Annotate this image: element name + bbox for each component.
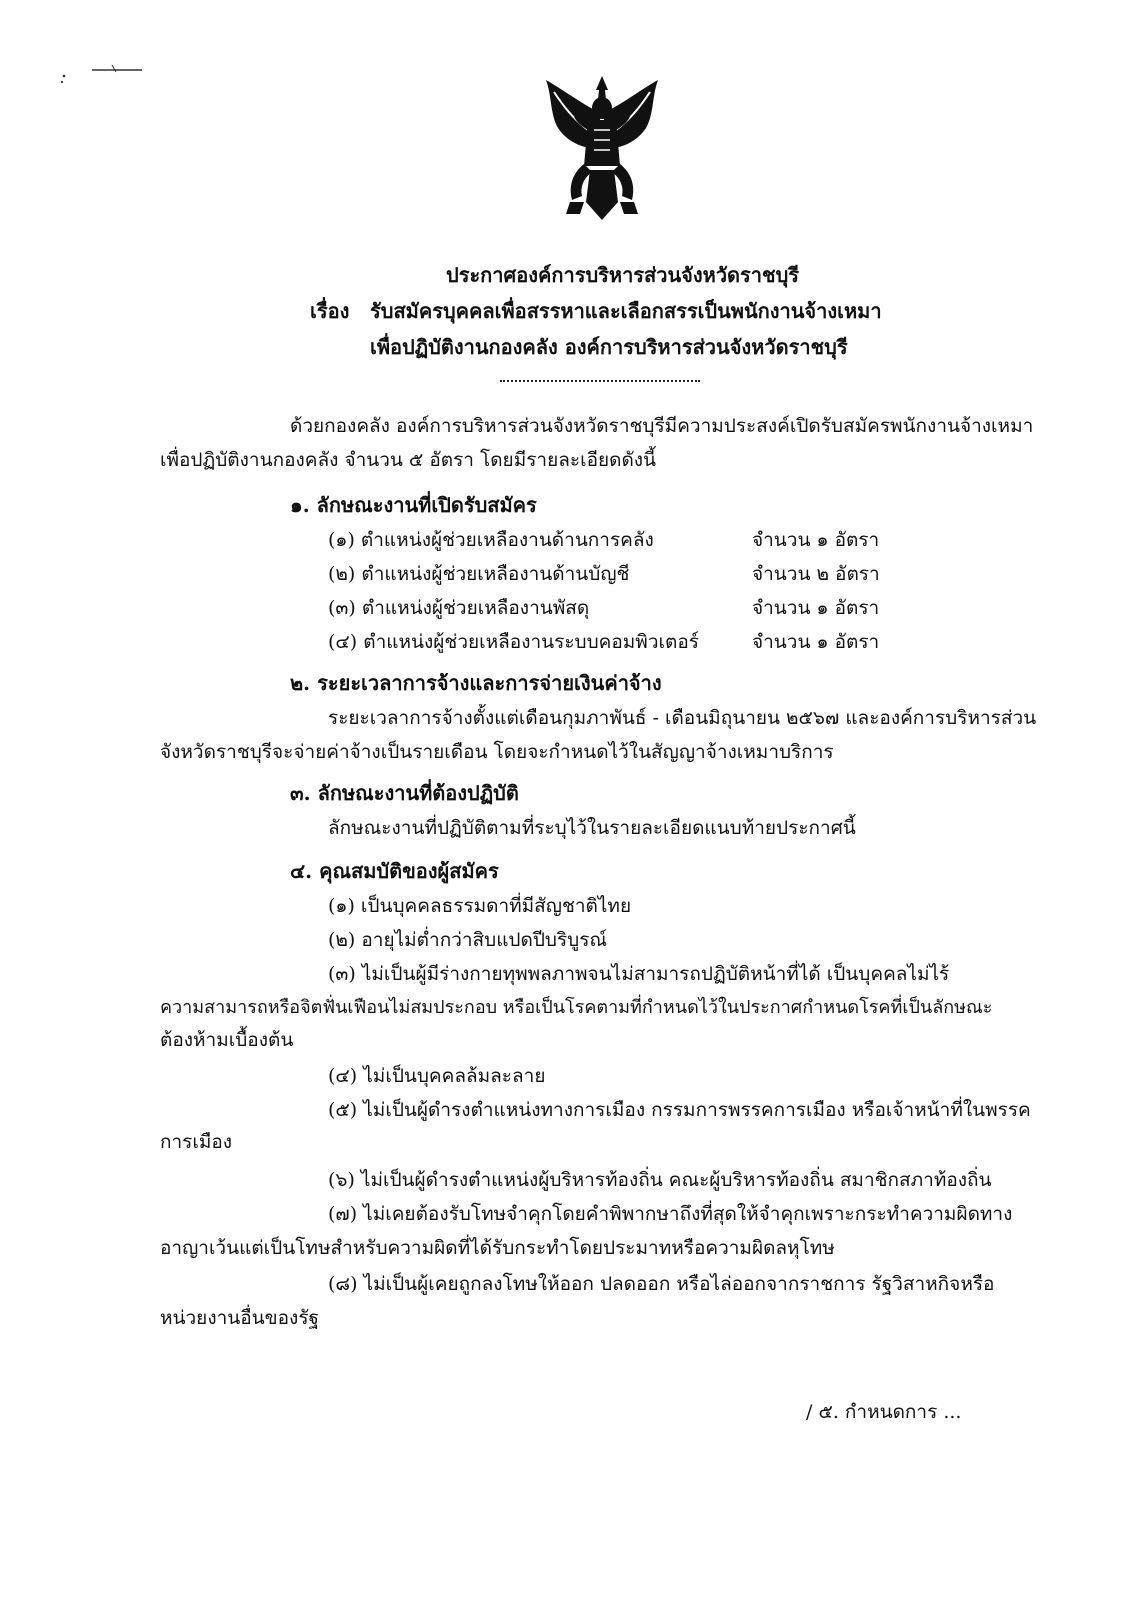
qualification-3-line-2: ความสามารถหรือจิตฟั่นเฟือนไม่สมประกอบ หรือเป็นโรคตามที่กำหนดไว้ในประกาศกำหนดโรคที่เป็นลักษณะ: [160, 997, 993, 1018]
qualification-8-line-2: หน่วยงานอื่นของรัฐ: [160, 1307, 320, 1329]
qualification-6: (๖) ไม่เป็นผู้ดำรงตำแหน่งผู้บริหารท้องถิ่น คณะผู้บริหารท้องถิ่น สมาชิกสภาท้องถิ่น: [328, 1169, 992, 1191]
section-2-heading: ๒. ระยะเวลาการจ้างและการจ่ายเงินค่าจ้าง: [290, 671, 662, 695]
position-2-label: (๒) ตำแหน่งผู้ช่วยเหลืองานด้านบัญชี: [328, 563, 630, 585]
qualification-1: (๑) เป็นบุคคลธรรมดาที่มีสัญชาติไทย: [328, 895, 632, 917]
announcement-title: ประกาศองค์การบริหารส่วนจังหวัดราชบุรี: [446, 263, 800, 287]
scan-mark: [60, 62, 150, 92]
qualification-7-line-2: อาญาเว้นแต่เป็นโทษสำหรับความผิดที่ได้รับกระทำโดยประมาทหรือความผิดลหุโทษ: [160, 1237, 835, 1259]
position-4-count: จำนวน ๑ อัตรา: [752, 631, 880, 653]
section-4-heading: ๔. คุณสมบัติของผู้สมัคร: [290, 859, 499, 883]
page-continuation: / ๕. กำหนดการ ...: [806, 1401, 962, 1423]
position-3-count: จำนวน ๑ อัตรา: [752, 597, 880, 619]
section-2-line-2: จังหวัดราชบุรีจะจ่ายค่าจ้างเป็นรายเดือน โดยจะกำหนดไว้ในสัญญาจ้างเหมาบริการ: [160, 741, 834, 763]
qualification-2: (๒) อายุไม่ต่ำกว่าสิบแปดปีบริบูรณ์: [328, 929, 608, 951]
section-3-line-1: ลักษณะงานที่ปฏิบัติตามที่ระบุไว้ในรายละเอียดแนบท้ายประกาศนี้: [328, 817, 856, 839]
section-1-heading: ๑. ลักษณะงานที่เปิดรับสมัคร: [290, 493, 537, 517]
garuda-emblem-icon: [532, 74, 672, 224]
subject-label: เรื่อง: [310, 299, 350, 323]
intro-line-2: เพื่อปฏิบัติงานกองคลัง จำนวน ๕ อัตรา โดยมีรายละเอียดดังนี้: [160, 449, 657, 471]
qualification-5-line-1: (๕) ไม่เป็นผู้ดำรงตำแหน่งทางการเมือง กรรมการพรรคการเมือง หรือเจ้าหน้าที่ในพรรค: [328, 1099, 1031, 1121]
section-2-line-1: ระยะเวลาการจ้างตั้งแต่เดือนกุมภาพันธ์ - เดือนมิถุนายน ๒๕๖๗ และองค์การบริหารส่วน: [328, 707, 1037, 729]
position-3-label: (๓) ตำแหน่งผู้ช่วยเหลืองานพัสดุ: [328, 597, 590, 619]
separator-dotted-line: [500, 380, 700, 382]
qualification-8-line-1: (๘) ไม่เป็นผู้เคยถูกลงโทษให้ออก ปลดออก หรือไล่ออกจากราชการ รัฐวิสาหกิจหรือ: [328, 1273, 995, 1295]
section-3-heading: ๓. ลักษณะงานที่ต้องปฏิบัติ: [290, 781, 519, 805]
qualification-7-line-1: (๗) ไม่เคยต้องรับโทษจำคุกโดยคำพิพากษาถึงที่สุดให้จำคุกเพราะกระทำความผิดทาง: [328, 1203, 1013, 1225]
intro-line-1: ด้วยกองคลัง องค์การบริหารส่วนจังหวัดราชบุรีมีความประสงค์เปิดรับสมัครพนักงานจ้างเหมา: [290, 415, 1034, 437]
qualification-4: (๔) ไม่เป็นบุคคลล้มละลาย: [328, 1065, 546, 1087]
qualification-3-line-3: ต้องห้ามเบื้องต้น: [160, 1029, 294, 1051]
qualification-3-line-1: (๓) ไม่เป็นผู้มีร่างกายทุพพลภาพจนไม่สามารถปฏิบัติหน้าที่ได้ เป็นบุคคลไม่ไร้: [328, 963, 950, 985]
qualification-5-line-2: การเมือง: [160, 1131, 233, 1153]
subject-line-2: เพื่อปฏิบัติงานกองคลัง องค์การบริหารส่วนจังหวัดราชบุรี: [370, 335, 848, 359]
position-4-label: (๔) ตำแหน่งผู้ช่วยเหลืองานระบบคอมพิวเตอร์: [328, 631, 699, 653]
position-1-count: จำนวน ๑ อัตรา: [752, 529, 880, 551]
position-1-label: (๑) ตำแหน่งผู้ช่วยเหลืองานด้านการคลัง: [328, 529, 654, 551]
subject-line-1: รับสมัครบุคคลเพื่อสรรหาและเลือกสรรเป็นพนักงานจ้างเหมา: [370, 299, 882, 323]
position-2-count: จำนวน ๒ อัตรา: [752, 563, 880, 585]
